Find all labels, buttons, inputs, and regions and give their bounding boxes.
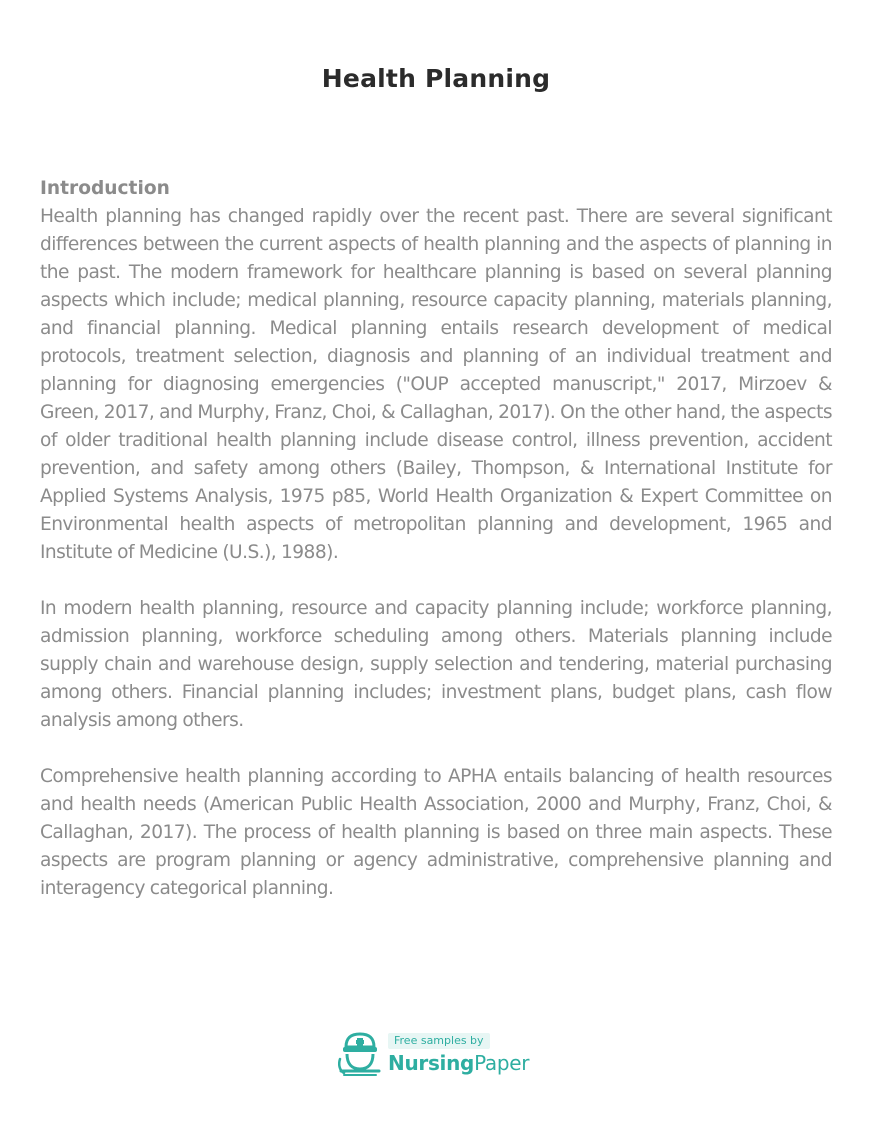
paragraph: Health planning has changed rapidly over the recent past. There are several significant differences between the current aspects of health planning and the aspects of planning in the past. The modern framework for healthcare planning is based on several planning aspects which include; medical planning, resource capacity planning, materials planning, and financial planning. Medical planning entails research development of medical protocols, treatment selection, diagnosis and planning of an individual treatment and planning for diagnosing emergencies ("OUP accepted manuscript," 2017, Mirzoev & Green, 2017, and Murphy, Franz, Choi, & Callaghan, 2017). On the other hand, the aspects of older traditional health planning include disease control, illness prevention, accident prevention, and safety among others (Bailey, Thompson, & International Institute for Applied Systems Analysis, 1975 p85, World Health Organization & Expert Committee on Environmental health aspects of metropolitan planning and development, 1965 and Institute of Medicine (U.S.), 1988).: [40, 206, 832, 563]
section-heading-introduction: Introduction: [40, 178, 170, 199]
logo-text: [388, 1033, 529, 1075]
nurse-cap-icon: [338, 1031, 382, 1077]
footer-logo: [338, 1030, 529, 1078]
logo-tagline: Free samples by: [388, 1033, 490, 1049]
document-body: [40, 175, 832, 931]
paragraph: In modern health planning, resource and capacity planning include; workforce planning, admission planning, workforce scheduling among others. Materials planning include supply chain and warehouse design, supply selection and tendering, material purchasing among others. Financial planning includes; investment plans, budget plans, cash flow analysis among others.: [40, 598, 832, 731]
page-title: Health Planning: [321, 64, 551, 93]
brand-light: Paper: [474, 1051, 530, 1075]
paragraph: Comprehensive health planning according to APHA entails balancing of health resources and health needs (American Public Health Association, 2000 and Murphy, Franz, Choi, & Callaghan, 2017). The process of health planning is based on three main aspects. These aspects are program planning or agency administrative, comprehensive planning and interagency categorical planning.: [40, 766, 832, 899]
brand-strong: Nursing: [388, 1051, 475, 1075]
logo-wordmark: [388, 1051, 529, 1075]
